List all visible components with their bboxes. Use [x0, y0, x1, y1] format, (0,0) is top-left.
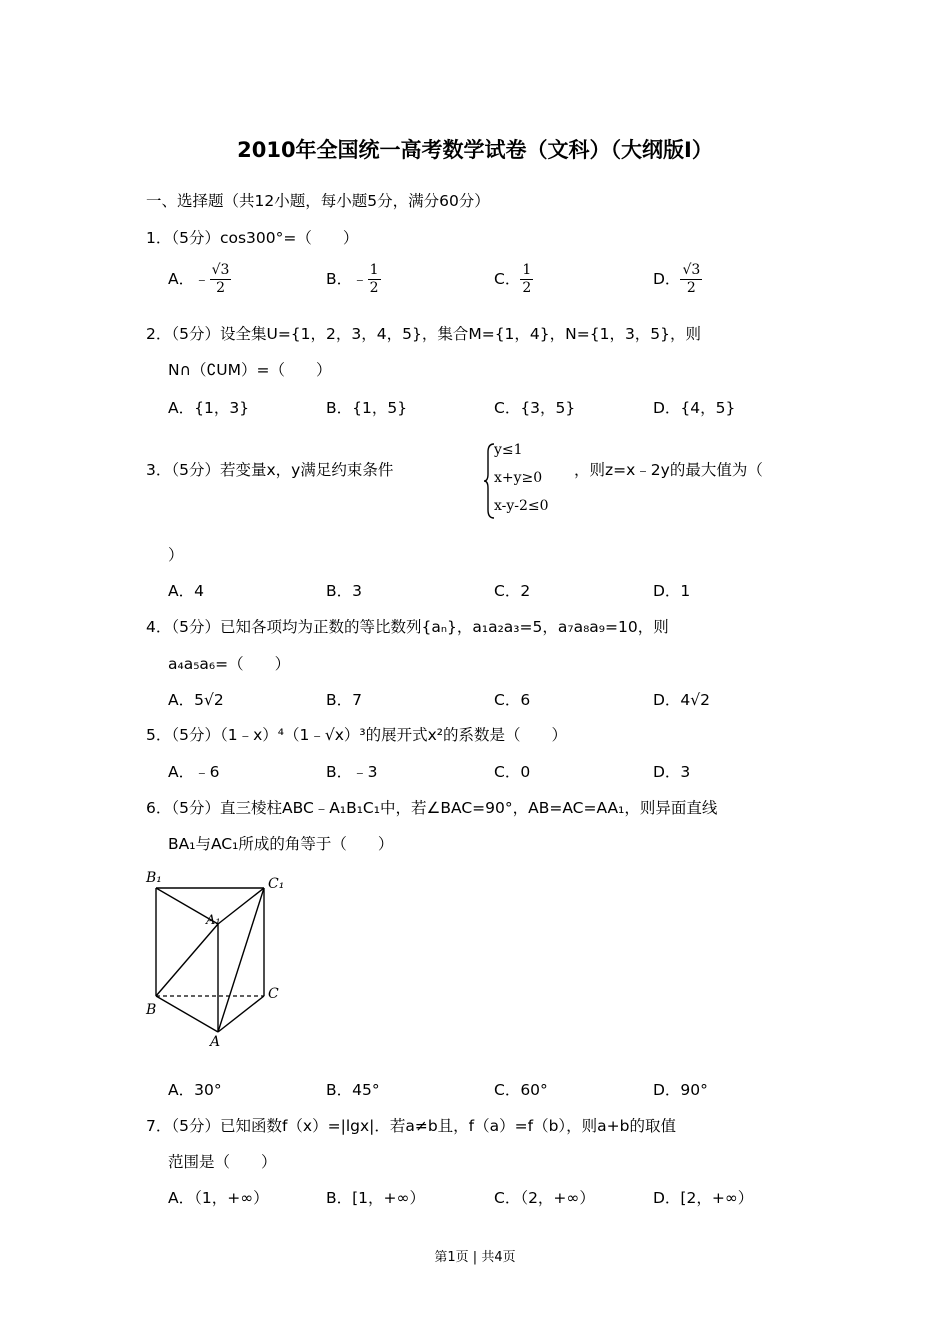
q1-a-label: A．: [168, 270, 195, 288]
q7-option-d: D．[2，+∞）: [653, 1189, 754, 1207]
q5-option-a: A．﹣6: [168, 763, 220, 781]
q1-d-den: 2: [686, 280, 696, 296]
q1-a-fraction: [210, 262, 232, 297]
q1-a-sign: ﹣: [194, 270, 210, 288]
q7-option-a: A．（1，+∞）: [168, 1189, 269, 1207]
label-a1: A₁: [206, 913, 221, 928]
q1-b-fraction: [368, 262, 381, 297]
q1-b-label: B．: [326, 270, 353, 288]
q7-option-b: B．[1，+∞）: [326, 1189, 425, 1207]
q1-a-num: √3: [211, 262, 230, 278]
q3-option-b: B．3: [326, 582, 362, 600]
q1-d-fraction: [680, 262, 702, 297]
prism-figure: [142, 866, 302, 1052]
label-c1: C₁: [268, 876, 285, 892]
q1-d-label: D．: [653, 270, 681, 288]
q1-c-label: C．: [494, 270, 521, 288]
label-b1: B₁: [146, 870, 162, 886]
page-title: 2010年全国统一高考数学试卷（文科）（大纲版Ⅰ）: [237, 138, 713, 162]
q4-option-c: C．6: [494, 691, 531, 709]
q6-stem-line2: BA₁与AC₁所成的角等于（ ）: [168, 835, 394, 853]
label-b: B: [146, 1002, 157, 1018]
q6-option-c: C．60°: [494, 1081, 548, 1099]
q2-stem-line1: 2．（5分）设全集U={1，2，3，4，5}，集合M={1，4}，N={1，3，5}，则: [146, 325, 702, 343]
q1-option-a: [168, 262, 231, 297]
q2-option-b: B．{1，5}: [326, 399, 408, 417]
q3-option-c: C．2: [494, 582, 531, 600]
q7-option-c: C．（2，+∞）: [494, 1189, 595, 1207]
q5-option-c: C．0: [494, 763, 531, 781]
section-heading: 一、选择题（共12小题，每小题5分，满分60分）: [146, 192, 490, 210]
constraint-2: x+y≥0: [494, 470, 543, 486]
q7-stem-line2: 范围是（ ）: [168, 1153, 277, 1171]
q3-option-a: A．4: [168, 582, 204, 600]
q1-c-num: 1: [522, 262, 532, 278]
q6-stem-line1: 6．（5分）直三棱柱ABC﹣A₁B₁C₁中，若∠BAC=90°，AB=AC=AA₁，则异面直线: [146, 799, 718, 817]
q2-option-c: C．{3，5}: [494, 399, 576, 417]
q5-option-b: B．﹣3: [326, 763, 378, 781]
q3-stem-line2: ）: [168, 546, 184, 564]
segment-ba1: [156, 924, 218, 996]
q1-b-num: 1: [369, 262, 379, 278]
q1-c-den: 2: [522, 280, 532, 296]
q4-stem-line1: 4．（5分）已知各项均为正数的等比数列{aₙ}，a₁a₂a₃=5，a₇a₈a₉=10，则: [146, 618, 669, 636]
prism-diagram: [142, 866, 302, 1052]
q2-stem-line2: N∩（∁UM）=（ ）: [168, 361, 332, 379]
q4-option-d: D．4√2: [653, 691, 711, 709]
q1-b-den: 2: [369, 280, 379, 296]
label-a: A: [210, 1034, 221, 1050]
q4-option-a: A．5√2: [168, 691, 224, 709]
q3-option-d: D．1: [653, 582, 691, 600]
q6-option-d: D．90°: [653, 1081, 708, 1099]
q5-option-d: D．3: [653, 763, 691, 781]
q4-stem-line2: a₄a₅a₆=（ ）: [168, 655, 291, 673]
constraint-1: y≤1: [494, 442, 523, 458]
edge-ba: [156, 996, 218, 1032]
q1-option-b: [326, 262, 381, 297]
label-c: C: [268, 986, 279, 1002]
edge-ac: [218, 996, 264, 1032]
q2-option-d: D．{4，5}: [653, 399, 736, 417]
constraint-system: [484, 442, 574, 520]
edge-a1c1: [218, 888, 264, 924]
q1-b-sign: ﹣: [352, 270, 368, 288]
q6-option-b: B．45°: [326, 1081, 380, 1099]
constraint-3: x-y-2≤0: [494, 498, 549, 514]
q5-stem: 5．（5分）（1﹣x）⁴（1﹣√x）³的展开式x²的系数是（ ）: [146, 726, 567, 744]
q3-stem-part1: 3．（5分）若变量x，y满足约束条件: [146, 461, 394, 479]
q1-option-c: [494, 262, 533, 297]
q7-stem-line1: 7．（5分）已知函数f（x）=|lgx|．若a≠b且，f（a）=f（b），则a+b的取值: [146, 1117, 676, 1135]
q1-d-num: √3: [682, 262, 701, 278]
q1-stem: 1．（5分）cos300°=（ ）: [146, 229, 359, 247]
q6-option-a: A．30°: [168, 1081, 222, 1099]
page-footer: 第1页 | 共4页: [434, 1250, 516, 1265]
q1-a-den: 2: [216, 280, 225, 296]
q3-stem-part2: ，则z=x﹣2y的最大值为（: [574, 461, 763, 479]
q1-option-d: [653, 262, 702, 297]
q4-option-b: B．7: [326, 691, 362, 709]
segment-ac1: [218, 888, 264, 1032]
q2-option-a: A．{1，3}: [168, 399, 250, 417]
q1-c-fraction: [520, 262, 533, 297]
